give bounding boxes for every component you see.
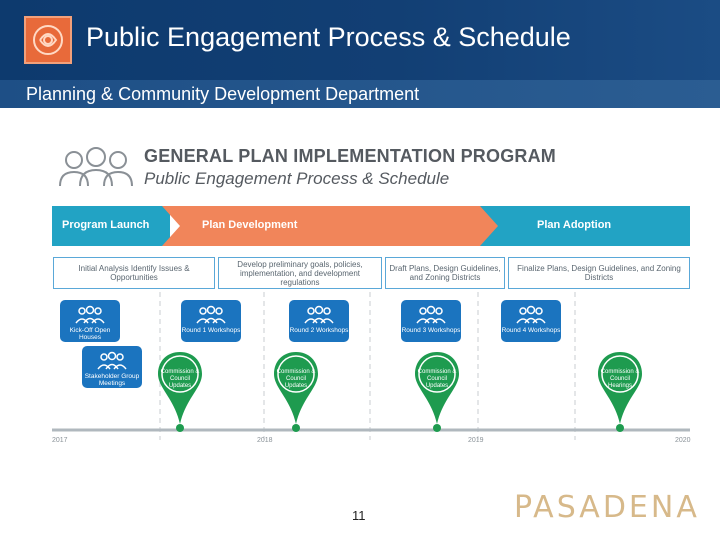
phase-plan-development: Plan Development [202,219,298,231]
workshop-label: Round 1 Workshops [181,327,241,334]
task-develop-goals: Develop preliminary goals, policies, implementation, and development regulations [218,257,382,289]
task-finalize-plans: Finalize Plans, Design Guidelines, and Zoning Districts [508,257,690,289]
pin-label: Commission & Council Updates [160,369,200,389]
workshop-label: Round 4 Workshops [501,327,561,334]
year-label: 2020 [675,437,691,444]
workshop-round-3 [401,300,461,342]
people-icon [303,304,335,324]
workshop-label: Round 3 Workshops [401,327,461,334]
pin-label: Commission & Council Hearings [600,369,640,389]
map-pin-icon [272,350,320,430]
workshop-stakeholder [82,346,142,388]
program-title: GENERAL PLAN IMPLEMENTATION PROGRAM [144,146,556,166]
pasadena-logo: PASADENA [514,490,700,525]
workshop-kick-off [60,300,120,342]
workshop-label: Kick-Off Open Houses [69,327,111,341]
program-subtitle: Public Engagement Process & Schedule [144,169,450,188]
workshop-round-2 [289,300,349,342]
people-icon [96,350,128,370]
task-initial-analysis: Initial Analysis Identify Issues & Opportunities [53,257,215,289]
people-icon [515,304,547,324]
year-label: 2018 [257,437,273,444]
people-icon [74,304,106,324]
department-subtitle: Planning & Community Development Department [26,84,420,104]
phase-plan-adoption: Plan Adoption [537,219,612,231]
map-pin-icon [156,350,204,430]
people-icon [195,304,227,324]
pin-label: Commission & Council Updates [417,369,457,389]
phase-program-launch: Program Launch [62,219,150,231]
workshop-label: Round 2 Workshops [289,327,349,334]
page-number: 11 [352,508,366,523]
pin-label: Commission & Council Updates [276,369,316,389]
workshop-label: Stakeholder Group Meetings [84,373,140,387]
task-draft-plans: Draft Plans, Design Guidelines, and Zoning Districts [385,257,505,289]
page-title: Public Engagement Process & Schedule [86,22,571,52]
year-label: 2017 [52,437,68,444]
workshop-round-4 [501,300,561,342]
workshop-round-1 [181,300,241,342]
map-pin-icon [413,350,461,430]
people-icon [415,304,447,324]
year-label: 2019 [468,437,484,444]
map-pin-icon [596,350,644,430]
